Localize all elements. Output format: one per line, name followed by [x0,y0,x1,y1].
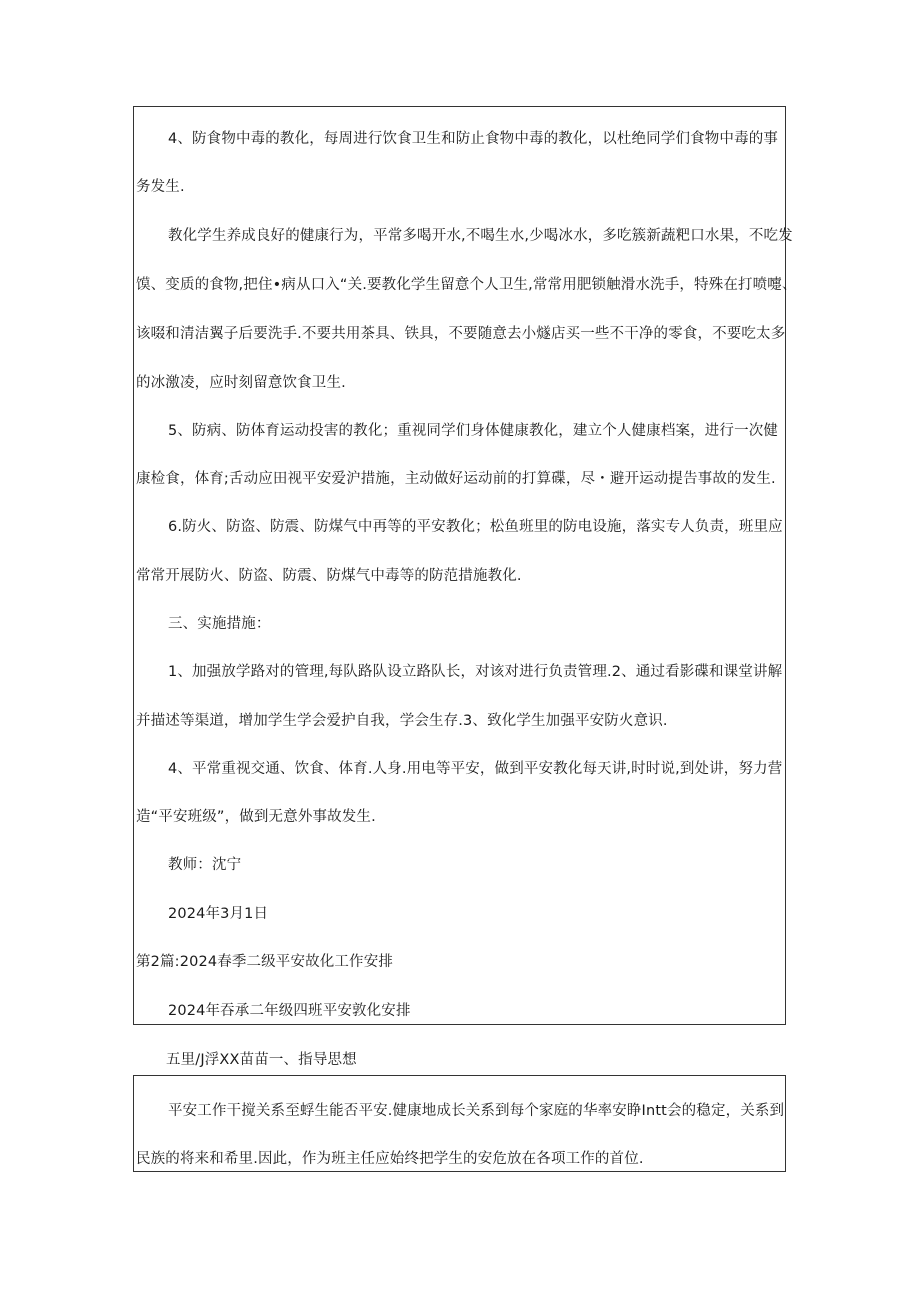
part-heading: 第2篇:2024春季二级平安故化工作安排 [136,954,394,970]
paragraph-line: 民族的将来和希里.因此，作为班主任应始终把学生的安危放在各项工作的首位. [136,1151,644,1167]
paragraph-line: 6.防火、防盗、防震、防煤气中再等的平安教化；松鱼班里的防电设施，落实专人负责，班里应 [168,519,783,535]
paragraph-line: 康检食，体育;舌动应田视平安爱沪措施，主动做好运动前的打算碟，尽・避开运动提告事故的发生. [136,471,776,487]
paragraph-line: 造“平安班级”，做到无意外事故发生. [136,809,376,825]
plan-title: 2024年吞承二年级四班平安敦化安排 [168,1003,411,1019]
date-line: 2024年3月1日 [168,906,269,922]
paragraph-line: 1、加强放学路对的管理,每队路队设立路队长，对该对进行负责管理.2、通过看影碟和课堂讲解 [168,664,783,680]
paragraph-line: 平安工作干搅关系至蜉生能否平安.健康地成长关系到每个家庭的华率安睁Intt会的稳定，关系到 [168,1103,785,1119]
paragraph-line: 教化学生养成良好的健康行为，平常多喝开水,不喝生水,少喝冰水，多吃簇新蔬粑口水果，不吃发 [168,228,793,244]
paragraph-line: 5、防病、防体育运动投害的教化；重视同学们身体健康教化，建立个人健康档案，进行一次健 [168,423,779,439]
paragraph-line: 4、平常重视交通、饮食、体育.人身.用电等平安，做到平安教化每天讲,时时说,到处讲，努力营 [168,761,783,777]
paragraph-line: 务发生. [136,179,185,195]
guiding-thought-heading: 五里/J浮XX苗苗一、指导思想 [166,1052,357,1068]
paragraph-line: 并描述等渠道，增加学生学会爱护自我，学会生存.3、致化学生加强平安防火意识. [136,713,668,729]
paragraph-line: 常常开展防火、防盗、防震、防煤气中毒等的防范措施教化. [136,568,522,584]
teacher-signature: 教师：沈宁 [168,857,242,873]
paragraph-line: 的冰激凌，应时刻留意饮食卫生. [136,375,346,391]
paragraph-line: 4、防食物中毒的教化，每周进行饮食卫生和防止食物中毒的教化，以杜绝同学们食物中毒的事 [168,131,779,147]
paragraph-line: 该啜和清洁翼子后要洗手.不要共用茶具、铁具，不要随意去小燧店买一些不干净的零食，不要吃太多 [136,326,786,342]
paragraph-line: 馍、变质的食物,把住•病从口入“关.要教化学生留意个人卫生,常常用肥锁触滑水洗手，特殊在打喷嚏、 [136,277,797,293]
section-heading: 三、实施措施： [168,616,271,632]
